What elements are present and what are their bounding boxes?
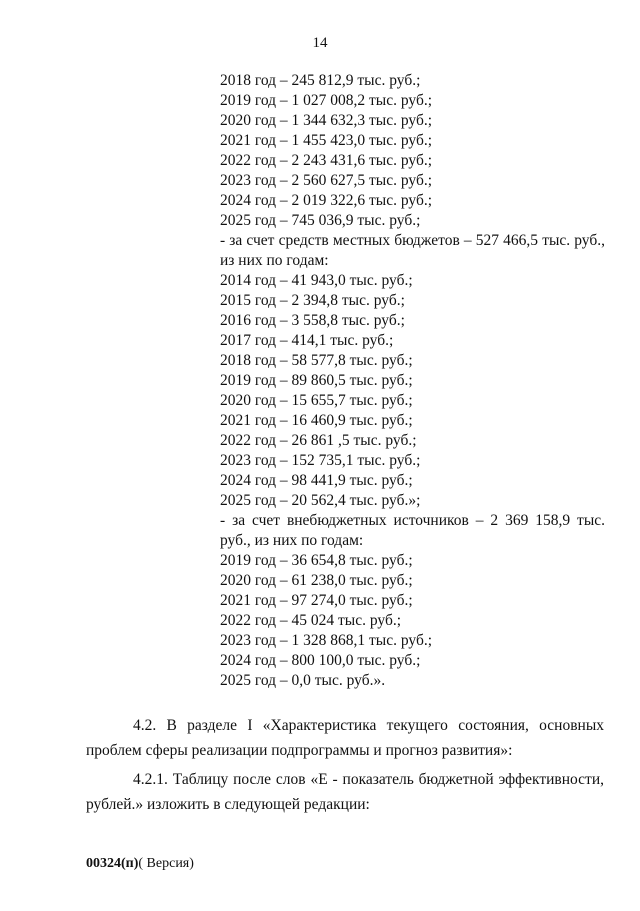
funding-year-line: 2021 год – 1 455 423,0 тыс. руб.; bbox=[220, 132, 433, 149]
section-4-2-1 bbox=[86, 767, 604, 817]
local-budget-subheading: из них по годам: bbox=[220, 252, 329, 269]
local-budget-year-line: 2016 год – 3 558,8 тыс. руб.; bbox=[220, 312, 405, 329]
section-4-2-1-text: 4.2.1. Таблицу после слов «E - показатель бюджетной эффективности, рублей.» изложить в следующей редакции: bbox=[86, 771, 604, 813]
extra-budget-year-line: 2025 год – 0,0 тыс. руб.». bbox=[220, 672, 386, 689]
local-budget-year-line: 2020 год – 15 655,7 тыс. руб.; bbox=[220, 392, 413, 409]
local-budget-year-line: 2022 год – 26 861 ,5 тыс. руб.; bbox=[220, 432, 417, 449]
extra-budget-year-line: 2021 год – 97 274,0 тыс. руб.; bbox=[220, 592, 413, 609]
funding-year-line: 2023 год – 2 560 627,5 тыс. руб.; bbox=[220, 172, 433, 189]
local-budget-year-line: 2023 год – 152 735,1 тыс. руб.; bbox=[220, 452, 421, 469]
local-budget-year-line: 2021 год – 16 460,9 тыс. руб.; bbox=[220, 412, 413, 429]
extra-budget-list bbox=[220, 551, 605, 691]
local-budget-year-line: 2014 год – 41 943,0 тыс. руб.; bbox=[220, 272, 413, 289]
funding-year-line: 2020 год – 1 344 632,3 тыс. руб.; bbox=[220, 112, 433, 129]
footer-code: 00324(п) bbox=[86, 856, 139, 871]
document-footer bbox=[86, 856, 194, 872]
extra-budget-year-line: 2024 год – 800 100,0 тыс. руб.; bbox=[220, 652, 421, 669]
extra-budget-year-line: 2023 год – 1 328 868,1 тыс. руб.; bbox=[220, 632, 433, 649]
funding-year-line: 2024 год – 2 019 322,6 тыс. руб.; bbox=[220, 192, 433, 209]
funding-block bbox=[220, 71, 605, 691]
extra-budget-year-line: 2020 год – 61 238,0 тыс. руб.; bbox=[220, 572, 413, 589]
local-budget-list bbox=[220, 271, 605, 511]
funding-year-line: 2025 год – 745 036,9 тыс. руб.; bbox=[220, 212, 421, 229]
extra-budget-heading: - за счет внебюджетных источников – 2 369 158,9 тыс. bbox=[220, 512, 605, 529]
extra-budget-subheading: руб., из них по годам: bbox=[220, 532, 364, 549]
local-budget-heading: - за счет средств местных бюджетов – 527 466,5 тыс. руб., bbox=[220, 232, 605, 249]
section-4-2 bbox=[86, 713, 604, 763]
funding-year-line: 2019 год – 1 027 008,2 тыс. руб.; bbox=[220, 92, 433, 109]
funding-year-line: 2018 год – 245 812,9 тыс. руб.; bbox=[220, 72, 421, 89]
funding-year-line: 2022 год – 2 243 431,6 тыс. руб.; bbox=[220, 152, 433, 169]
funding-list-main bbox=[220, 71, 605, 231]
page-number: 14 bbox=[312, 35, 328, 51]
local-budget-year-line: 2015 год – 2 394,8 тыс. руб.; bbox=[220, 292, 405, 309]
local-budget-year-line: 2025 год – 20 562,4 тыс. руб.»; bbox=[220, 492, 421, 509]
local-budget-year-line: 2019 год – 89 860,5 тыс. руб.; bbox=[220, 372, 413, 389]
extra-budget-year-line: 2019 год – 36 654,8 тыс. руб.; bbox=[220, 552, 413, 569]
local-budget-year-line: 2024 год – 98 441,9 тыс. руб.; bbox=[220, 472, 413, 489]
extra-budget-year-line: 2022 год – 45 024 тыс. руб.; bbox=[220, 612, 402, 629]
local-budget-year-line: 2018 год – 58 577,8 тыс. руб.; bbox=[220, 352, 413, 369]
section-4-2-text: 4.2. В разделе I «Характеристика текущего состояния, основных проблем сферы реализации подпрограммы и прогноз развития»: bbox=[86, 717, 604, 759]
local-budget-year-line: 2017 год – 414,1 тыс. руб.; bbox=[220, 332, 394, 349]
footer-version: ( Версия) bbox=[138, 856, 194, 871]
